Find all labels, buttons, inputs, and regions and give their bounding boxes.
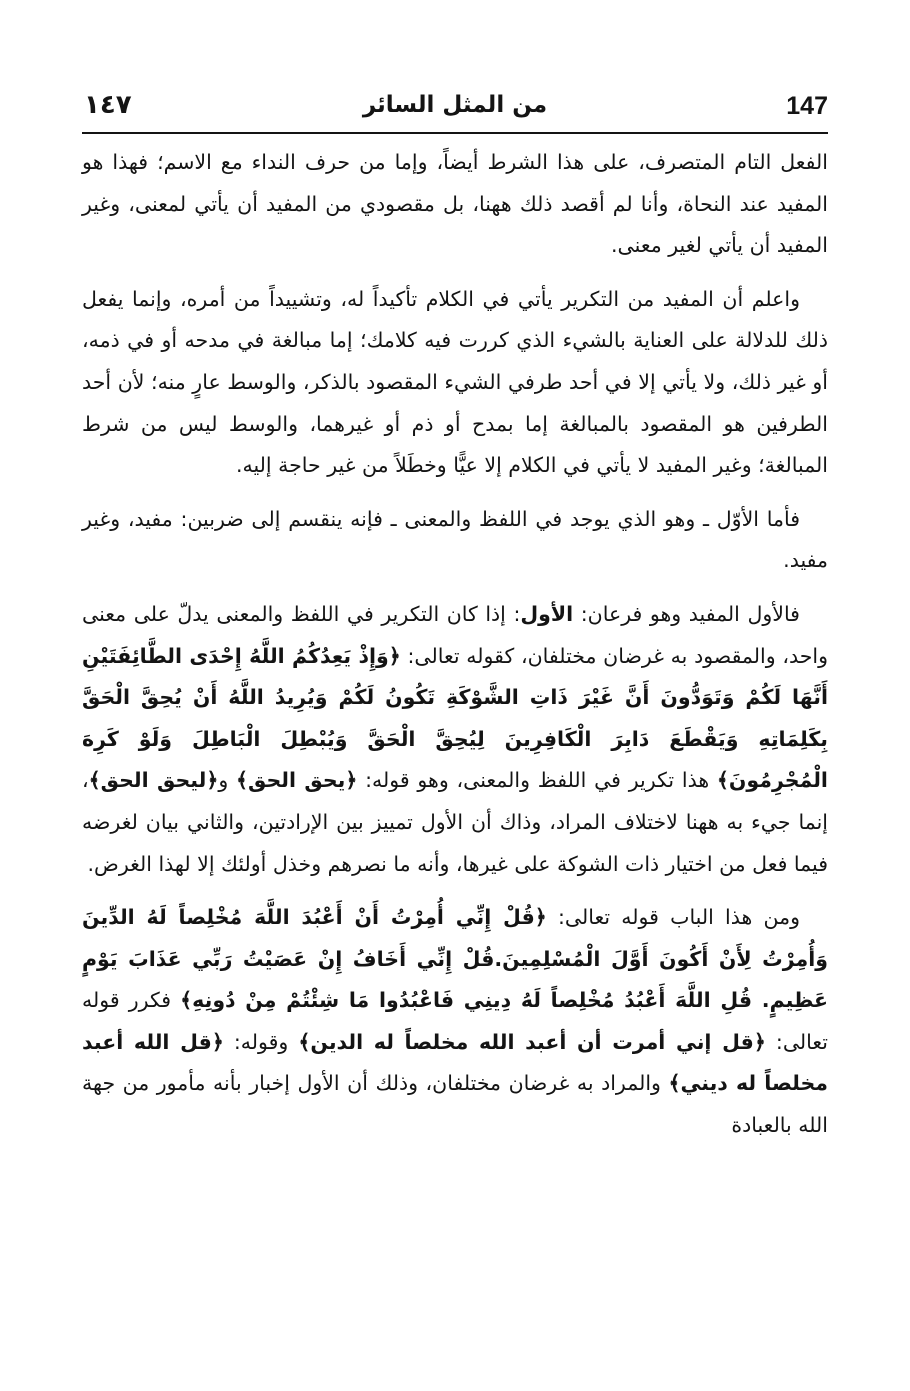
paragraph-text: وقوله: [223,1029,299,1054]
paragraph [82,499,828,582]
paragraph-text: ، إنما جيء به ههنا لاختلاف المراد، وذاك أن الأول تمييز بين الإرادتين، والثاني بيان لغرضه فيما فعل من اختيار ذات الشوكة على غيرها، وأنه ما نصرهم وخذل أولئك إلا لهذا الغرض. [82,768,828,876]
quote-text: ﴿وَإِذْ يَعِدُكُمُ اللَّهُ إِحْدَى الطَّائِفَتَيْنِ أَنَّهَا لَكُمْ وَتَوَدُّونَ أَنَّ غَيْرَ ذَاتِ الشَّوْكَةِ تَكُونُ لَكُمْ وَيُرِيدُ اللَّهُ أَنْ يُحِقَّ الْحَقَّ بِكَلِمَاتِهِ وَيَقْطَعَ دَابِرَ الْكَافِرِينَ لِيُحِقَّ الْحَقَّ وَيُبْطِلَ الْبَاطِلَ وَلَوْ كَرِهَ الْمُجْرِمُونَ﴾ [82,643,828,793]
quote-text: ﴿قُلْ إِنِّي أُمِرْتُ أَنْ أَعْبُدَ اللَّهَ مُخْلِصاً لَهُ الدِّينَ وَأُمِرْتُ لِأَنْ أَكُونَ أَوَّلَ الْمُسْلِمِينَ.قُلْ إِنِّي أَخَافُ إِنْ عَصَيْتُ رَبِّي عَذَابَ يَوْمٍ عَظِيمٍ. قُلِ اللَّهَ أَعْبُدُ مُخْلِصاً لَهُ دِينِي فَاعْبُدُوا مَا شِئْتُمْ مِنْ دُونِهِ﴾ [82,905,828,1013]
paragraph-text: واعلم أن المفيد من التكرير يأتي في الكلام تأكيداً له، وتشييداً من أمره، وإنما يفعل ذلك للدلالة على العناية بالشيء الذي كررت فيه كلامك؛ إما مبالغة في مدحه أو في ذمه، أو غير ذلك، ولا يأتي إلا في أحد طرفي الشيء المقصود بالذكر، والوسط عارٍ منه؛ لأن أحد الطرفين هو المقصود بالمبالغة إما بمدح أو ذم أو غيرهما، والوسط ليس من شرط المبالغة؛ وغير المفيد لا يأتي في الكلام إلا عيًّا وخطَلاً من غير حاجة إليه. [82,286,828,478]
quote-text: ﴿يحق الحق﴾ [236,768,358,793]
page-header [82,88,828,134]
paragraph-text: و [218,768,237,793]
paragraph-text: : إذا كان التكرير في اللفظ والمعنى يدلّ على معنى واحد، والمقصود به غرضان مختلفان، كقوله تعالى: [82,601,828,668]
quote-text: ﴿قل إني أمرت أن أعبد الله مخلصاً له الدين﴾ [298,1029,766,1054]
paragraph [82,142,828,267]
paragraph [82,279,828,487]
quote-text: ﴿قل الله أعبد مخلصاً له ديني﴾ [82,1029,828,1096]
page-number-latin: 147 [786,92,828,120]
paragraph-text: الفعل التام المتصرف، على هذا الشرط أيضاً، وإما من حرف النداء مع الاسم؛ فهذا هو المفيد عند النحاة، وأنا لم أقصد ذلك ههنا، بل مقصودي من المفيد أن يأتي لمعنى، وغير المفيد أن يأتي لغير معنى. [82,150,828,258]
paragraph-text: ومن هذا الباب قوله تعالى: [546,905,800,930]
paragraph-text: فكرر قوله تعالى: [82,988,828,1054]
quote-text: ﴿ليحق الحق﴾ [88,768,219,793]
running-title: من المثل السائر [362,92,548,118]
paragraph-text: والمراد به غرضان مختلفان، وذلك أن الأول إخبار بأنه مأمور من جهة الله بالعبادة [82,1071,828,1138]
paragraph [82,897,828,1147]
paragraph-text: فالأول المفيد وهو فرعان: [573,601,800,626]
quote-text: الأول [520,601,574,626]
paragraph [82,594,828,885]
body-text [82,142,828,1147]
paragraph-text: فأما الأوّل ـ وهو الذي يوجد في اللفظ والمعنى ـ فإنه ينقسم إلى ضربين: مفيد، وغير مفيد. [82,506,828,573]
page-number-arabic: ١٤٧ [84,90,132,120]
paragraph-text: هذا تكرير في اللفظ والمعنى، وهو قوله: [357,768,717,793]
